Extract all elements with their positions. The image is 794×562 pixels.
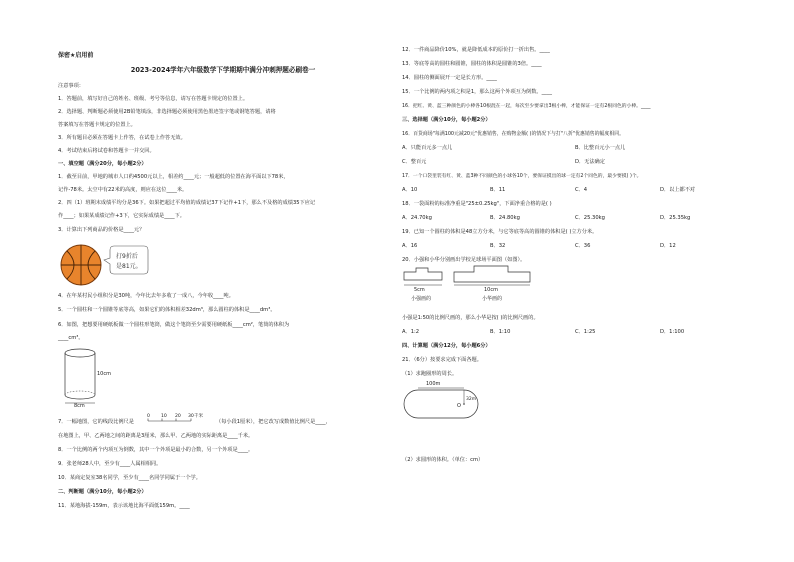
question-text: 4．在年某村民小组积分是30吨，今年比去年多收了一成八，今年收____吨。 (58, 293, 234, 299)
option-a[interactable]: A．只能百元多一点儿 (402, 145, 453, 151)
question-text: 2．四（1）班期末成绩平均分是36下。如果把超过平均值的成绩记37下记作+1下，那么不及格的成绩35下应记 (58, 200, 316, 206)
option-c[interactable]: C．25.30kg (575, 215, 605, 221)
drawing-name: 小强画的 (411, 296, 432, 302)
question-text: 12．一件商品降价10%，就是降低成本的原价打一折出售。____ (402, 47, 550, 53)
track-shape (404, 390, 478, 418)
question-text: 6．如图，把想要用硬纸板做一个圆柱形笔筒，做这个笔筒至少需要用硬纸板____cm²，笔筒的体积为 (58, 322, 290, 328)
question-text: 20．小强和小华分别画出学校足球场平面图（如图）。 (402, 257, 526, 263)
notice-item: 答案填写在答题卡规定的位置上。 (58, 122, 136, 128)
field-drawing-small (404, 268, 442, 280)
cylinder-figure (58, 345, 118, 407)
scale-tick-label: 0 (147, 414, 150, 419)
question-text: 21．（6分）按要求完成下面各题。 (402, 357, 482, 363)
field-drawing-large (454, 266, 530, 282)
question-text: （每小段1厘米），把它改写成数值比例尺是____， (216, 419, 331, 425)
drawing-name: 小华画的 (482, 296, 503, 302)
option-b[interactable]: B．32 (490, 243, 506, 249)
drawing-dimension: 10cm (484, 287, 498, 293)
ball-note: 打9折后 (116, 253, 138, 260)
question-text: 3．计算出下列商品的价格是____元？ (58, 227, 145, 233)
track-figure (402, 378, 492, 428)
question-text: 5．一个圆柱和一个圆锥等底等高，如果它们的体积相差32dm³，那么圆柱的体积是____dm³。 (58, 307, 276, 313)
question-text: 18．一袋面粉的标准净重是"25±0.25kg"，下面净重合格的是( ) (402, 201, 552, 207)
cylinder-height: 10cm (97, 371, 111, 377)
track-length: 100m (426, 381, 441, 387)
option-d[interactable]: D．25.35kg (660, 215, 691, 221)
exam-title: 2023-2024学年六年级数学下学期期中满分冲刺押题必刷卷一 (130, 66, 316, 74)
question-text: 19．已知一个圆柱的体积是48立方分米，与它等底等高的圆锥的体积是( )立方分米。 (402, 229, 598, 235)
question-text: 14．圆柱的侧面展开一定是长方形。____ (402, 75, 497, 81)
notice-item: 3．所有题目必须在答题卡上作答，在试卷上作答无效。 (58, 135, 186, 141)
field-drawings (402, 264, 542, 306)
option-a[interactable]: A．16 (402, 243, 418, 249)
option-d[interactable]: D．以上都不对 (660, 187, 696, 193)
question-text: （2）求圆形的体积。（单位：cm） (402, 457, 484, 463)
ball-note: 是81元。 (116, 263, 142, 270)
section-heading: 三、选择题（满分10分，每小题2分） (402, 117, 491, 123)
option-a[interactable]: A．24.70kg (402, 215, 432, 221)
basketball-figure (60, 240, 150, 290)
option-a[interactable]: A．1:2 (402, 329, 420, 335)
question-text: 作____；如果某成绩记作+3下，它实际成绩是____下。 (58, 213, 185, 219)
question-text: 11．某地海拔-159m，表示该地比海平面低159m。____ (58, 503, 190, 509)
question-text: 8．一个比例的两个内项互为倒数，其中一个外项是最小的合数，另一个外项是____。 (58, 447, 254, 453)
option-c[interactable]: C．1:25 (575, 329, 596, 335)
question-text: 在地图上，甲、乙两地之间的距离是3厘米，那么甲、乙两地的实际距离是____千米。 (58, 433, 254, 439)
secret-label: 保密★启用前 (58, 52, 94, 59)
notice-item: 1．答题前，填写好自己的姓名、班级、考号等信息，请写在答题卡规定的位置上。 (58, 96, 249, 102)
question-text: 10．某商定复室38名同学，至少有____名同学同属于一个学。 (58, 475, 201, 481)
question-text: 9．张老师28人中，至少有____人属相相同。 (58, 461, 162, 467)
option-c[interactable]: C．4 (575, 187, 588, 193)
track-radius: 32m (466, 397, 477, 402)
notice-heading: 注意事项： (58, 83, 84, 89)
option-d[interactable]: D．1:100 (660, 329, 685, 335)
question-text: ____cm³。 (58, 335, 84, 341)
scale-bar (145, 410, 215, 426)
question-text: 小强是1:50的比例尺画的，那么小华是按( )的比例尺画的。 (402, 315, 539, 321)
section-heading: 一、填空题（满分20分，每小题2分） (58, 161, 147, 167)
scale-tick-label: 20 (175, 414, 181, 419)
notice-item: 2．选择题、判断题必须使用2B铅笔填涂，非选择题必须使用黑色墨迹签字笔或钢笔答题，请将 (58, 109, 276, 115)
drawing-dimension: 5cm (414, 287, 425, 293)
option-c[interactable]: C．整百元 (402, 159, 427, 165)
question-text: 15．一个比例的两内项之积是1，那么这两个外项互为倒数。____ (402, 89, 552, 95)
question-text: （1）求跑圈形的周长。 (402, 371, 458, 377)
option-d[interactable]: D．12 (660, 243, 676, 249)
question-text: 17．一个口袋里装有红、黄、蓝3种不同颜色的小球各10个，要保证摸出的球一定有2个同色的，最少要摸( )个。 (402, 174, 642, 179)
option-a[interactable]: A．10 (402, 187, 418, 193)
section-heading: 四、计算题（满分12分，每小题6分） (402, 343, 491, 349)
question-text: 16．把红、黄、蓝三种颜色的小棒各10根混在一起，每次至少要拿出3根小棒，才能保证一定有2根同色的小棒。____ (402, 104, 651, 109)
question-text: 13．等底等高的圆柱和圆锥，圆柱的体积是圆锥的3倍。____ (402, 61, 542, 67)
option-b[interactable]: B．24.80kg (490, 215, 520, 221)
question-text: 1．截至目前，甲地的城市人口约4500元以上，相差约____元；一般超低的位置在海平面以下78米， (58, 174, 289, 180)
cylinder-width: 8cm (74, 403, 85, 407)
scale-tick-label: 30千米 (188, 414, 204, 419)
question-text: 记作-78米。太空中有22米的高度，则应在这位____米。 (58, 187, 188, 193)
option-c[interactable]: C．36 (575, 243, 591, 249)
question-text: 16．百货商场"每满100元减20元"优惠销售，在购物金额( )的情况下与打"八折"优惠销售的幅度相同。 (402, 131, 624, 137)
section-heading: 二、判断题（满分10分，每小题2分） (58, 489, 147, 495)
notice-item: 4．考试结束后将试卷和答题卡一并交回。 (58, 148, 155, 154)
option-b[interactable]: B．11 (490, 187, 506, 193)
option-b[interactable]: B．1:10 (490, 329, 511, 335)
option-b[interactable]: B．比整百元小一点儿 (575, 145, 626, 151)
option-d[interactable]: D．无法确定 (575, 159, 605, 165)
question-text: 7．一幅地图，它的线段比例尺是 (58, 419, 134, 425)
track-center: O (457, 403, 461, 409)
scale-tick-label: 10 (161, 414, 167, 419)
